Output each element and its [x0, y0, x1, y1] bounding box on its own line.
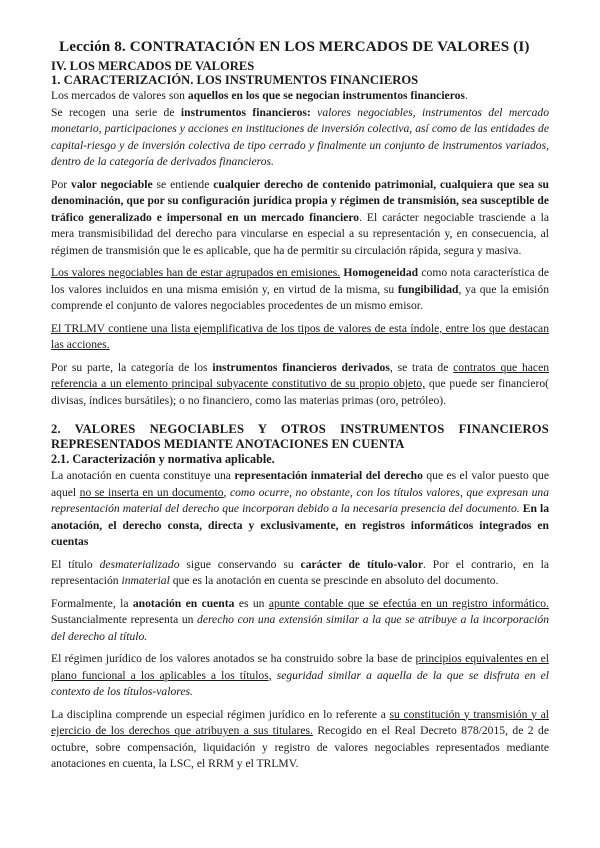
- paragraph-regimen-juridico: [51, 651, 549, 701]
- text-run: que es el valor puesto que aquel: [51, 469, 549, 499]
- underlined-run: apunte contable que se efectúa en un registro informático.: [268, 596, 549, 610]
- underlined-run: Los valores negociables han de estar agrupados en emisiones.: [51, 266, 341, 279]
- text-run: es un: [234, 596, 269, 610]
- section-iv-heading: IV. LOS MERCADOS DE VALORES: [51, 59, 255, 73]
- italic-run: valores negociables, instrumentos del mercado monetario, participaciones y acciones en instituciones de inversión colectiva, así como de las entidades de capital-riesgo y de inversión colectiva de tipo cerrado y finalmente un conjunto de instrumentos variados, dentro de la categoría de derivados financieros.: [51, 105, 549, 168]
- paragraph-derivados: [51, 360, 549, 410]
- text-run: que es la anotación en cuenta se prescinde en absoluto del documento.: [169, 574, 499, 587]
- italic-run: desmaterializado: [99, 557, 180, 571]
- paragraph-mercados-definition: [51, 88, 549, 105]
- section-2-heading-line1: 2. VALORES NEGOCIABLES Y OTROS INSTRUMENTOS FINANCIEROS: [51, 422, 549, 436]
- bold-run: Homogeneidad: [343, 266, 419, 279]
- bold-run: instrumentos financieros:: [180, 105, 311, 119]
- text-run: sigue conservando su: [179, 557, 301, 571]
- text-run: . Por el contrario, en la representación: [51, 557, 549, 587]
- paragraph-formalmente: [51, 596, 549, 646]
- italic-run: inmaterial: [121, 574, 170, 587]
- text-run: El título: [51, 557, 100, 571]
- bold-run: instrumentos financieros derivados: [212, 360, 390, 374]
- bold-run: En la anotación, el derecho consta, directa y exclusivamente, en registros informáticos integrados en cuentas: [51, 502, 549, 548]
- lesson-title: Lección 8. CONTRATACIÓN EN LOS MERCADOS DE VALORES (I): [59, 38, 530, 55]
- text-run: Sustancialmente representa un: [51, 613, 198, 626]
- bold-run: representación inmaterial del derecho: [234, 469, 423, 482]
- text-run: Por: [51, 177, 72, 191]
- paragraph-emisiones: [51, 265, 549, 315]
- section-2-1-heading: 2.1. Caracterización y normativa aplicable.: [51, 452, 275, 466]
- text-run: , se trata de: [389, 360, 454, 374]
- text-run: La disciplina comprende un especial régimen jurídico en lo referente a: [51, 707, 390, 721]
- section-1-heading: 1. CARACTERIZACIÓN. LOS INSTRUMENTOS FINANCIEROS: [51, 73, 419, 87]
- text-run: que puede ser financiero( divisas, índices bursátiles); o no financiero, como las materias primas (oro, petróleo).: [51, 377, 549, 407]
- section-2-heading-line2: REPRESENTADOS MEDIANTE ANOTACIONES EN CUENTA: [51, 437, 405, 451]
- bold-run: fungibilidad: [397, 282, 459, 296]
- bold-run: anotación en cuenta: [132, 596, 235, 610]
- italic-run: como ocurre, no obstante, con los títulos valores, que expresan una representación material del derecho que incorporan debido a la necesaria presencia del documento.: [51, 485, 549, 515]
- text-run: Formalmente, la: [51, 596, 133, 610]
- paragraph-anotacion-cuenta: [51, 468, 549, 551]
- text-run: . El carácter negociable trasciende a la mera transmisibilidad del derecho para vincularse en especial a su representación y, en consecuencia, al régimen de transmisión que le es aplicable, que ha de permitir su circulación rápida, segura y masiva.: [51, 210, 550, 257]
- underlined-run: no se inserta en un documento,: [79, 485, 227, 499]
- bold-run: aquellos en los que se negocian instrumentos financieros: [187, 89, 465, 102]
- text-run: Se recogen una serie de: [51, 105, 181, 119]
- bold-run: carácter de título-valor: [300, 557, 423, 571]
- text-run: La anotación en cuenta constituye una: [51, 469, 235, 482]
- text-run: Por su parte, la categoría de los: [51, 360, 213, 374]
- text-run: , ya que la emisión comprende el conjunto de valores negociables procedentes de un mismo emisor.: [51, 282, 549, 312]
- text-run: Los mercados de valores son: [51, 89, 188, 102]
- text-run: se entiende: [152, 177, 214, 191]
- paragraph-disciplina: [51, 707, 549, 773]
- text-run: .: [464, 89, 468, 102]
- italic-run: derecho con una extensión similar a la que se atribuye a la incorporación del derecho al título.: [51, 613, 549, 643]
- paragraph-valor-negociable: [51, 177, 549, 260]
- underlined-run: principios equivalentes en el plano funcional a los aplicables a los títulos,: [51, 652, 549, 682]
- underlined-run: su constitución y transmisión y al ejercicio de los derechos que atribuyen a sus titulares.: [51, 707, 549, 737]
- text-run: Recogido en el Real Decreto 878/2015, de 2 de octubre, sobre compensación, liquidación y registro de valores negociables representados mediante anotaciones en cuenta, la LSC, el RRM y el TRLMV.: [51, 724, 549, 770]
- bold-run: cualquier derecho de contenido patrimonial, cualquiera que sea su denominación, que por su configuración jurídica propia y régimen de transmisión, sea susceptible de tráfico generalizado e impersonal en un mercado financiero: [51, 177, 550, 224]
- paragraph-instrumentos-list: [51, 105, 549, 171]
- paragraph-trlmv-list: [51, 321, 549, 354]
- text-run: El régimen jurídico de los valores anotados se ha construido sobre la base de: [51, 652, 416, 665]
- text-run: como nota característica de los valores incluidos en una misma emisión y, en virtud de la misma, su: [51, 266, 549, 296]
- underlined-run: contratos que hacen referencia a un elemento principal subyacente constitutivo de su propio objeto,: [51, 360, 550, 390]
- italic-run: seguridad similar a aquella de la que se disfruta en el contexto de los títulos-valores.: [51, 668, 550, 698]
- paragraph-titulo-desmaterializado: [51, 557, 549, 590]
- underlined-run: El TRLMV contiene una lista ejemplificativa de los tipos de valores de esta índole, entre los que destacan las acciones.: [51, 321, 549, 351]
- bold-run: valor negociable: [71, 177, 153, 191]
